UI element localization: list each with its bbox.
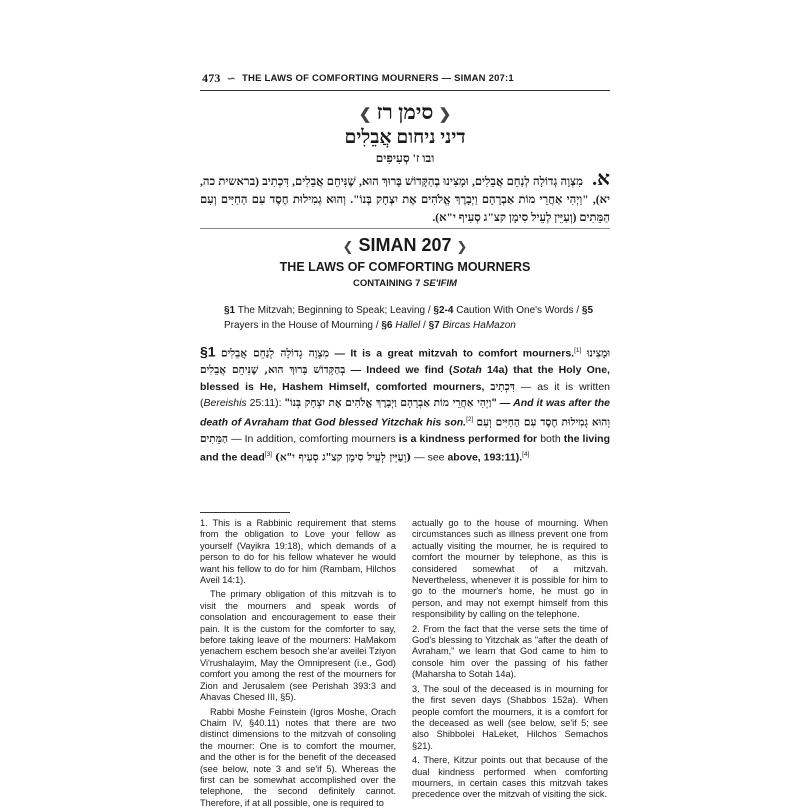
- footnote-2: 2. From the fact that the verse sets the time of God's blessing to Yitzchak as "after the death of Avraham," we learn that God came to him to console him over the passing of his father (Maharsha to Sotah 14a).: [412, 623, 608, 680]
- ornament-icon: ❮: [438, 107, 452, 123]
- footnotes-right-column: [412, 518, 608, 804]
- footnote-rule: [200, 512, 290, 513]
- ornament-icon: ∽: [226, 72, 237, 85]
- english-heading: [200, 235, 610, 289]
- hebrew-text-2: וְהוּא גְמִילוּת חֶסֶד עִם הַחַיִּים וְעִם הַמֵּתִים (וְעַיֵּין לְעֵיל סִימָן קצ"ג סְעִיף י"א).: [200, 194, 610, 224]
- english-body: §1 מִצְוָה גְדוֹלָה לְנַחֵם אֲבֵלִים — It is a great mitzvah to comfort mourners.[1] וּמָצִינוּ בְהַקָּדוֹשׁ בָּרוּךְ הוּא, שֶׁנִּיחֵם אֲבֵלִים — Indeed we find (Sotah 14a) that the Holy One, blessed is He, Hashem Himself, comforted mourners, דִּכְתִיב — as it is written (Bereishis 25:11): "וַיְהִי אַחֲרֵי מוֹת אַבְרָהָם וַיְבָרֶךְ אֱלֹהִים אֶת יִצְחָק בְּנוֹ" — And it was after the death of Avraham that God blessed Yitzchak his son.[2] וְהוּא גְמִילוּת חֶסֶד עִם הַחַיִּים וְעִם הַמֵּתִים — In addition, comforting mourners is a kindness performed for both the living and the dead[3] (וְעַיֵּין לְעֵיל סִימָן קצ"ג סְעִיף י"א) — see above, 193:11).[4]: [200, 343, 611, 464]
- footnote-1-cont: actually go to the house of mourning. When circumstances such as illness prevent one from actually visiting the mourner, he is required to comfort the mourner by telephone, as this is considered somewhat of a mitzvah. Nevertheless, whenever it is possible for him to go to the mourner's home, he must go in person, and may not exempt himself from this responsibility by calling on the telephone.: [412, 518, 608, 620]
- footnotes-left-column: [200, 518, 396, 812]
- page-number: 473: [202, 70, 221, 85]
- ornament-icon: ❮: [342, 239, 354, 254]
- english-containing: CONTAINING 7 SE'IFIM: [353, 278, 457, 289]
- hebrew-paragraph: [200, 170, 610, 227]
- footnote-1-cont: The primary obligation of this mitzvah is to visit the mourners and speak words of consolation and encouragement to ease their pain. It is the custom for the comforter to say, before taking leave of the mourners: HaMakom yenachem eschem besoch she'ar aveilei Tziyon Vi'rushalayim, May the Omnipresent (i.e., God) comfort you among the rest of the mourners for Zion and Jerusalem (see Perishah 393:3 and Ahavas Chesed III, §5).: [200, 589, 396, 703]
- section-summary: §1 The Mitzvah; Beginning to Speak; Leaving / §2-4 Caution With One's Words / §5 Prayers in the House of Mourning / §6 Hallel / §7 Bircas HaMazon: [224, 305, 594, 331]
- hebrew-subtitle: ובו ז' סְעִיפִים: [375, 151, 435, 165]
- ornament-icon: ❯: [358, 107, 372, 123]
- section-divider: [200, 228, 610, 229]
- hebrew-heading: [200, 100, 610, 166]
- running-title: THE LAWS OF COMFORTING MOURNERS — SIMAN 207:1: [242, 72, 514, 84]
- running-head: [202, 70, 608, 86]
- english-chapter-title: THE LAWS OF COMFORTING MOURNERS: [279, 260, 531, 274]
- ornament-icon: ❯: [456, 239, 468, 254]
- header-rule: [200, 90, 610, 91]
- footnote-1-cont: Rabbi Moshe Feinstein (Igros Moshe, Orach Chaim IV, §40.11) notes that there are two distinct dimensions to the mitzvah of consoling the mourner: One is to comfort the mourner, and the other is for the benefit of the deceased (see below, note 3 and se'if 5). Whereas the first can be somewhat accomplished over the telephone, the second definitely cannot. Therefore, if at all possible, one is required to: [200, 706, 396, 808]
- footnote-4: 4. There, Kitzur points out that because of the dual kindness performed when comforting mourners, in certain cases this mitzvah takes precedence over the mitzvah of visiting the sick.: [412, 755, 608, 800]
- book-page: [200, 60, 611, 808]
- footnote-1: 1. This is a Rabbinic requirement that stems from the obligation to Love your fellow as yourself (Vayikra 19:18), which demands of a person to do for his fellow whatever he would want his fellow to do for him (Rambam, Hilchos Aveil 14:1).: [200, 518, 396, 586]
- hebrew-siman-title: ❮ סימן רז ❯: [358, 100, 452, 124]
- english-siman-title: ❮ SIMAN 207 ❯: [342, 235, 468, 255]
- section-label: §1: [200, 343, 216, 360]
- footnote-3: 3. The soul of the deceased is in mourning for the first seven days (Shabbos 152a). When people comfort the mourners, it is a comfort for the deceased as well (see below, se'if 5; see also Shibbolei HaLeket, Hilchos Semachos §21).: [412, 683, 608, 751]
- hebrew-chapter-title: דיני ניחום אֲבֵלִים: [344, 127, 466, 148]
- hebrew-text-1: מִצְוָה גְדוֹלָה לְנַחֵם אֲבֵלִים, וּמָצִינוּ בְהַקָּדוֹשׁ בָּרוּךְ הוּא, שֶׁנִּיחֵם אֲבֵלִים, דִּכְתִיב (בראשית כה, יא), "וַיְהִי אַחֲרֵי מוֹת אַבְרָהָם וַיְבָרֶךְ אֱלֹהִים אֶת יִצְחָק בְּנוֹ".: [200, 176, 611, 206]
- hebrew-section-letter: א.: [592, 168, 610, 190]
